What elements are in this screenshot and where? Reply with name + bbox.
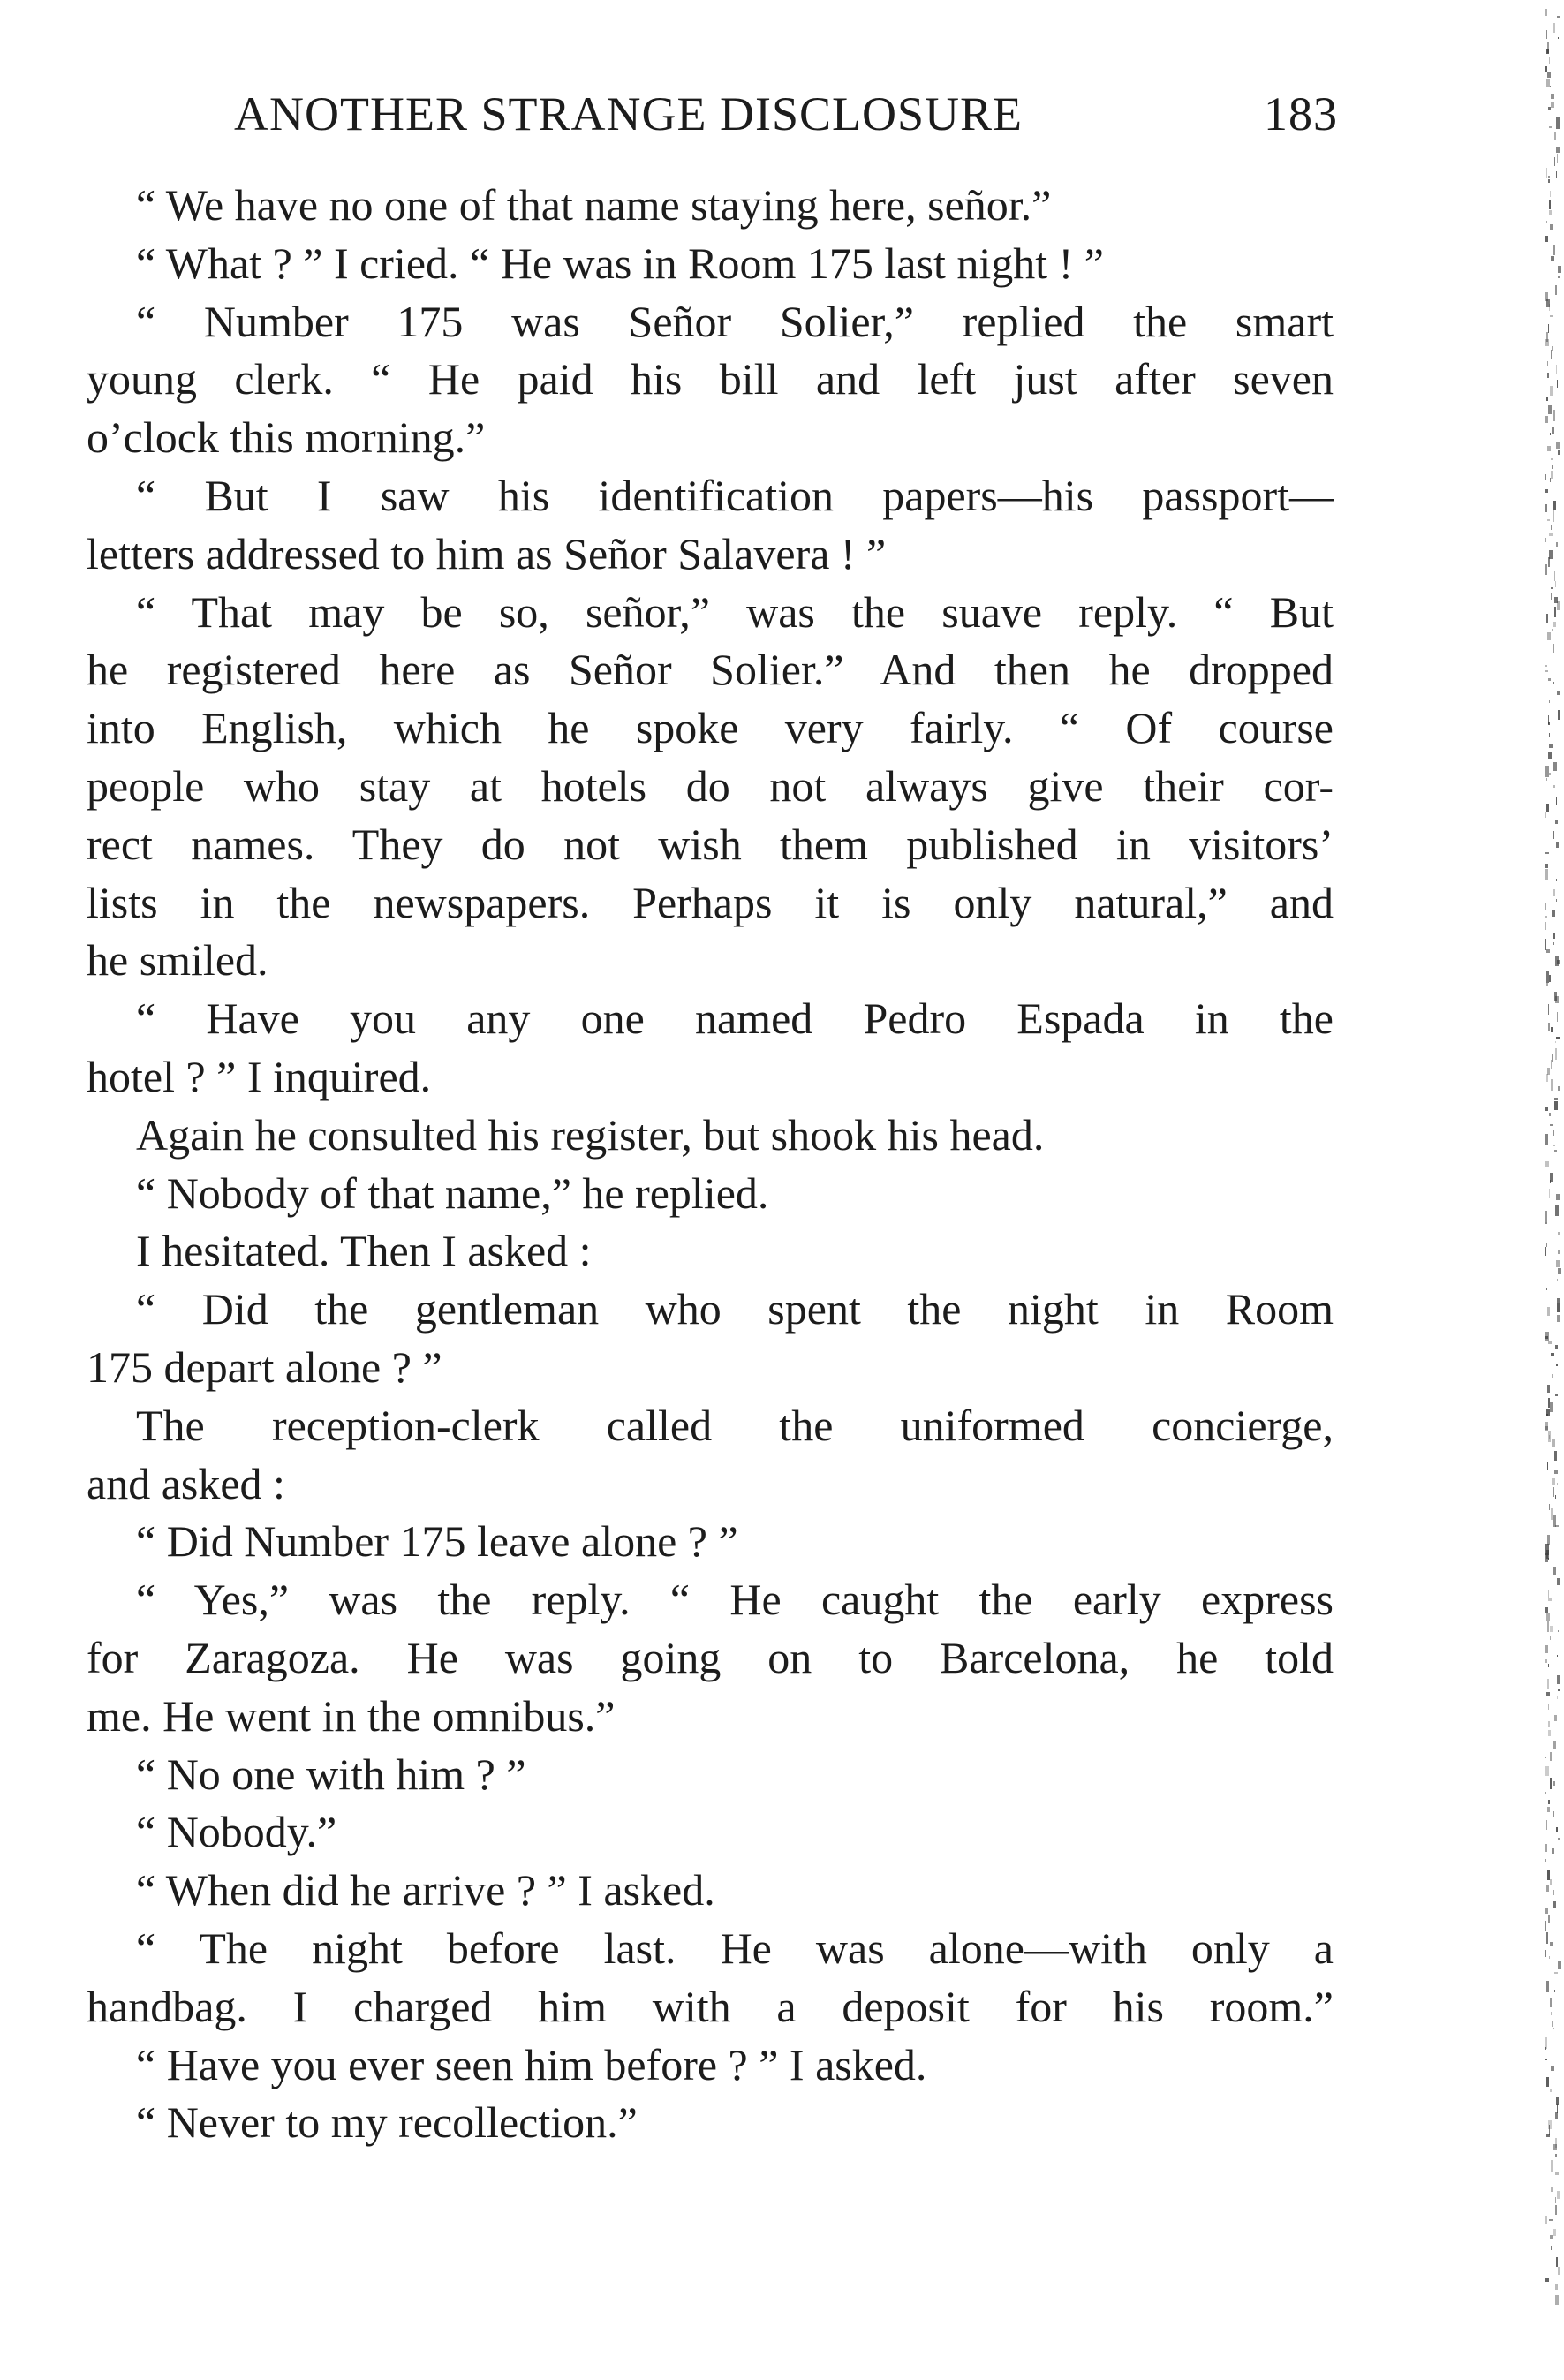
text-line: “ Have you any one named Pedro Espada in the	[136, 994, 1334, 1044]
page-number: 183	[1264, 87, 1338, 140]
text-line: “ Nobody of that name,” he replied.	[136, 1167, 769, 1218]
chapter-title: ANOTHER STRANGE DISCLOSURE	[234, 87, 1024, 140]
text-line: “ What ? ” I cried. “ He was in Room 175 last night ! ”	[136, 238, 1104, 288]
text-line: I hesitated. Then I asked :	[136, 1226, 592, 1276]
text-line: “ That may be so, señor,” was the suave reply. “ But	[136, 586, 1334, 637]
text-line: for Zaragoza. He was going on to Barcelona, he told	[87, 1632, 1334, 1682]
text-line: “ Did Number 175 leave alone ? ”	[136, 1516, 738, 1567]
text-line: people who stay at hotels do not always give their cor-	[87, 760, 1334, 811]
text-line: “ Yes,” was the reply. “ He caught the early express	[136, 1575, 1334, 1625]
text-line: “ The night before last. He was alone—with only a	[136, 1923, 1334, 1973]
text-line: “ We have no one of that name staying here, señor.”	[136, 180, 1052, 230]
text-line: lists in the newspapers. Perhaps it is only natural,” and	[87, 877, 1334, 927]
text-line: he smiled.	[87, 935, 268, 986]
body-text	[87, 177, 1334, 2152]
text-line: “ When did he arrive ? ” I asked.	[136, 1865, 715, 1915]
text-line: “ Have you ever seen him before ? ” I asked.	[136, 2039, 927, 2089]
text-line: The reception-clerk called the uniformed concierge,	[136, 1400, 1334, 1450]
text-line: and asked :	[87, 1458, 285, 1508]
text-line: me. He went in the omnibus.”	[87, 1690, 616, 1741]
text-line: handbag. I charged him with a deposit for his room.”	[87, 1981, 1334, 2031]
text-line: “ Never to my recollection.”	[136, 2097, 638, 2148]
text-line: hotel ? ” I inquired.	[87, 1051, 432, 1101]
text-line: “ Nobody.”	[136, 1807, 337, 1857]
text-line: Again he consulted his register, but shook his head.	[136, 1109, 1045, 1160]
binding-edge-shadow	[1529, 0, 1564, 2380]
text-line: young clerk. “ He paid his bill and left just after seven	[87, 354, 1334, 404]
text-line: into English, which he spoke very fairly. “ Of course	[87, 703, 1334, 753]
text-line: “ But I saw his identification papers—his passport—	[136, 470, 1334, 520]
text-line: “ Number 175 was Señor Solier,” replied the smart	[136, 296, 1334, 346]
text-line: he registered here as Señor Solier.” And then he dropped	[87, 645, 1334, 695]
text-line: 175 depart alone ? ”	[87, 1341, 442, 1392]
text-line: rect names. They do not wish them published in visitors’	[87, 819, 1334, 869]
text-line: o’clock this morning.”	[87, 412, 486, 463]
text-line: “ No one with him ? ”	[136, 1749, 526, 1799]
text-line: “ Did the gentleman who spent the night in Room	[136, 1284, 1334, 1334]
text-line: letters addressed to him as Señor Salavera ! ”	[87, 528, 887, 578]
running-head	[234, 87, 1338, 148]
